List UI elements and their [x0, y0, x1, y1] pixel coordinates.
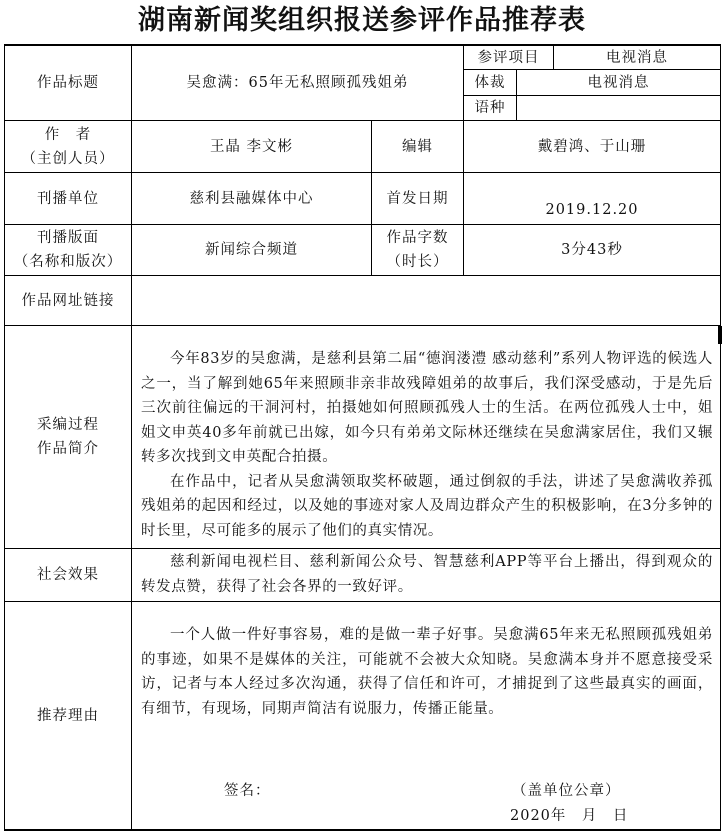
- border-right: [720, 44, 721, 831]
- process-label-line1: 采编过程: [37, 417, 99, 433]
- publisher-value: 慈利县融媒体中心: [189, 190, 314, 207]
- border-bottom: [4, 829, 721, 831]
- length-value: 3分43秒: [561, 242, 623, 258]
- signature-label: 签名：: [224, 783, 271, 799]
- length-label-line1: 作品字数: [386, 230, 449, 246]
- category-value: 电视消息: [606, 49, 668, 66]
- social-effect-label: 社会效果: [37, 567, 99, 583]
- social-effect-text: [141, 550, 713, 599]
- work-title-label: 作品标题: [37, 75, 99, 91]
- length-label-line2: （时长）: [386, 254, 449, 270]
- editor-label: 编辑: [402, 138, 433, 155]
- social-effect-paragraph: 慈利新闻电视栏目、慈利新闻公众号、智慧慈利APP等平台上播出，得到观众的转发点赞，获得了社会各界的一致好评。: [141, 554, 713, 595]
- publisher-label: 刊播单位: [37, 190, 99, 207]
- edge-mark: [718, 326, 722, 344]
- url-label: 作品网址链接: [21, 292, 115, 309]
- recommendation-text: [141, 623, 713, 721]
- process-label-line2: 作品简介: [37, 441, 99, 457]
- language-label: 语种: [474, 100, 506, 116]
- process-paragraph-2: 在作品中，记者从吴愈满领取奖杯破题，通过倒叙的手法，讲述了吴愈满收养孤残姐弟的起因和经过，以及她的事迹对家人及周边群众产生的积极影响，在3分多钟的时长里，尽可能多的展示了他们的真实情况。: [141, 473, 713, 539]
- first-date-value: 2019.12.20: [545, 201, 639, 218]
- process-paragraph-1: 今年83岁的吴愈满，是慈利县第二届“德润溇澧 感动慈利”系列人物评选的候选人之一，当了解到她65年来照顾非亲非故残障姐弟的故事后，我们深受感动，于是先后三次前往偏远的干洞河村，拍摄她如何照顾孤残人士的生活。在两位孤残人士中，姐姐文申英40多年前就已出嫁，如今只有弟弟文际林还继续在吴愈满家居住，我们又辗转多次找到文申英配合拍摄。: [141, 351, 713, 465]
- author-label-line1: 作 者: [44, 126, 92, 143]
- editor-value: 戴碧鸿、于山珊: [537, 138, 647, 155]
- first-date-label: 首发日期: [386, 190, 449, 207]
- author-value: 王晶 李文彬: [209, 138, 294, 155]
- author-label: [5, 121, 131, 172]
- edition-label-line1: 刊播版面: [37, 230, 99, 246]
- recommendation-paragraph: 一个人做一件好事容易，难的是做一辈子好事。吴愈满65年来无私照顾孤残姐弟的事迹，如果不是媒体的关注，可能就不会被大众知晓。吴愈满本身并不愿意接受采访，记者与本人经过多次沟通，获得了信任和许可，才捕捉到了这些最真实的画面，有细节，有现场，同期声简洁有说服力，传播正能量。: [141, 627, 713, 717]
- category-label: 参评项目: [477, 49, 540, 66]
- url-value: [132, 276, 720, 325]
- work-title-value: 吴愈满：65年无私照顾孤残姐弟: [186, 75, 409, 91]
- date-text: 2020年 月 日: [510, 808, 629, 824]
- seal-label: （盖单位公章）: [512, 783, 621, 799]
- recommendation-label: 推荐理由: [37, 707, 99, 724]
- document-title: 湖南新闻奖组织报送参评作品推荐表: [138, 5, 586, 36]
- process-text: [141, 347, 713, 543]
- edition-label-line2: （名称和版次）: [13, 254, 123, 270]
- genre-label: 体裁: [474, 74, 506, 91]
- edition-label: [5, 225, 131, 275]
- length-label: [372, 225, 463, 275]
- edition-value: 新闻综合频道: [205, 242, 298, 258]
- process-label: [5, 326, 131, 548]
- author-label-line2: （主创人员）: [21, 150, 115, 167]
- genre-value: 电视消息: [587, 74, 650, 91]
- language-value: [517, 96, 720, 120]
